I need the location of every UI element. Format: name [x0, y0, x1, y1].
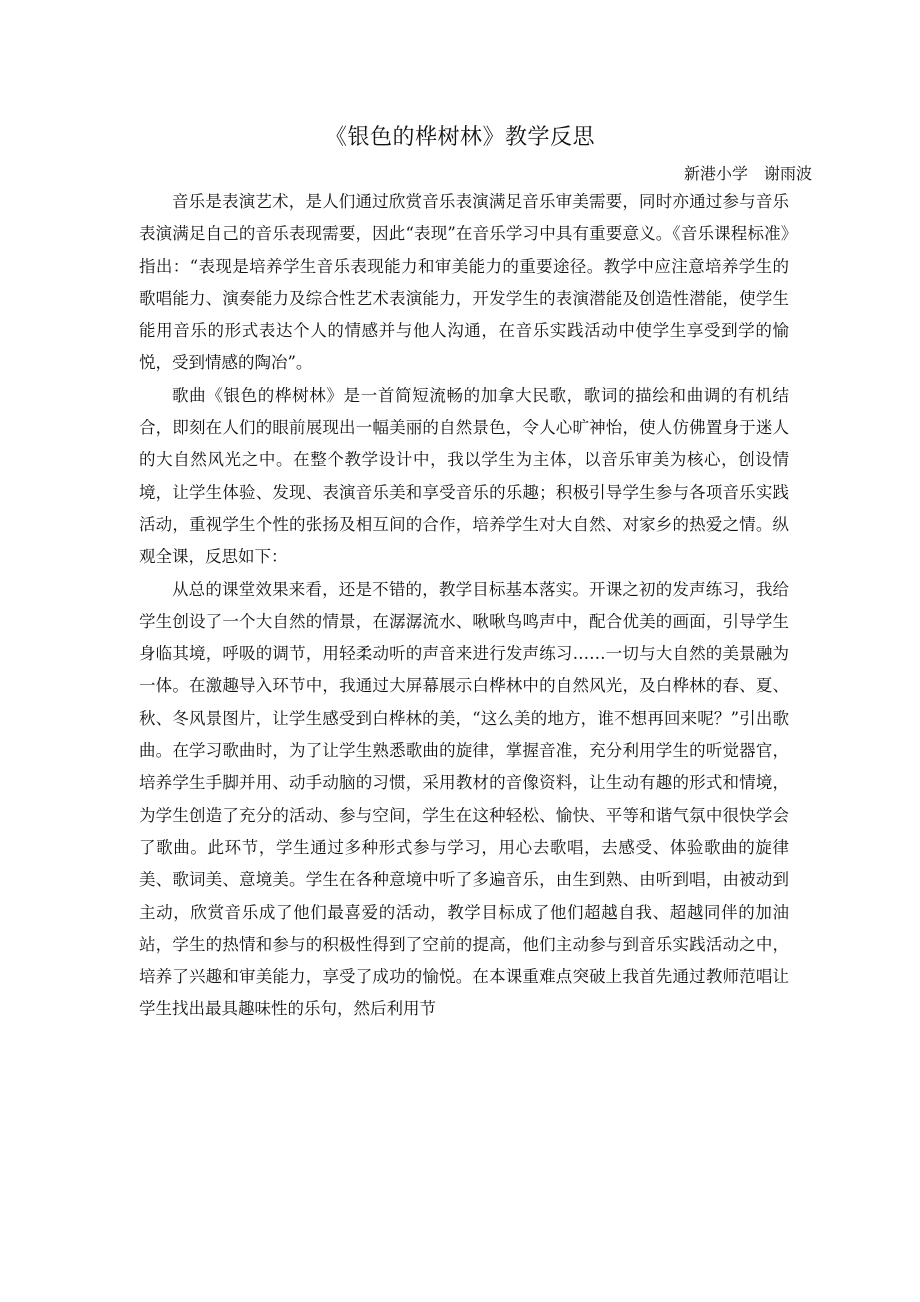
paragraph-1: 音乐是表演艺术，是人们通过欣赏音乐表演满足音乐审美需要，同时亦通过参与音乐表演满足自己的音乐表现需要，因此“表现”在音乐学习中具有重要意义。《音乐课程标准》指出：“表现是培养学生音乐表现能力和审美能力的重要途径。教学中应注意培养学生的歌唱能力、演奏能力及综合性艺术表演能力，开发学生的表演潜能及创造性潜能，使学生能用音乐的形式表达个人的情感并与他人沟通，在音乐实践活动中使学生享受到学的愉悦，受到情感的陶冶”。 [139, 192, 789, 373]
document-body [139, 186, 789, 1026]
paragraph-2: 歌曲《银色的桦树林》是一首简短流畅的加拿大民歌，歌词的描绘和曲调的有机结合，即刻在人们的眼前展现出一幅美丽的自然景色，令人心旷神怡，使人仿佛置身于迷人的大自然风光之中。在整个教学设计中，我以学生为主体，以音乐审美为核心，创设情境，让学生体验、发现、表演音乐美和享受音乐的乐趣；积极引导学生参与各项音乐实践活动，重视学生个性的张扬及相互间的合作，培养学生对大自然、对家乡的热爱之情。纵观全课，反思如下： [139, 385, 789, 567]
paragraph-3: 从总的课堂效果来看，还是不错的，教学目标基本落实。开课之初的发声练习，我给学生创设了一个大自然的情景，在潺潺流水、啾啾鸟鸣声中，配合优美的画面，引导学生身临其境，呼吸的调节，用轻柔动听的声音来进行发声练习……一切与大自然的美景融为一体。在激趣导入环节中，我通过大屏幕展示白桦林中的自然风光，及白桦林的春、夏、秋、冬风景图片，让学生感受到白桦林的美，“这么美的地方，谁不想再回来呢？”引出歌曲。在学习歌曲时，为了让学生熟悉歌曲的旋律，掌握音准，充分利用学生的听觉器官，培养学生手脚并用、动手动脑的习惯，采用教材的音像资料，让生动有趣的形式和情境，为学生创造了充分的活动、参与空间，学生在这种轻松、愉快、平等和谐气氛中很快学会了歌曲。此环节，学生通过多种形式参与学习，用心去歌唱，去感受、体验歌曲的旋律美、歌词美、意境美。学生在各种意境中听了多遍音乐，由生到熟、由听到唱，由被动到主动，欣赏音乐成了他们最喜爱的活动，教学目标成了他们超越自我、超越同伴的加油站，学生的热情和参与的积极性得到了空前的提高，他们主动参与到音乐实践活动之中，培养了兴趣和审美能力，享受了成功的愉悦。在本课重难点突破上我首先通过教师范唱让学生找出最具趣味性的乐句，然后利用节 [139, 579, 789, 1019]
document-title: 《银色的桦树林》教学反思 [324, 125, 595, 150]
author-line: 新港小学 谢雨波 [683, 164, 812, 183]
